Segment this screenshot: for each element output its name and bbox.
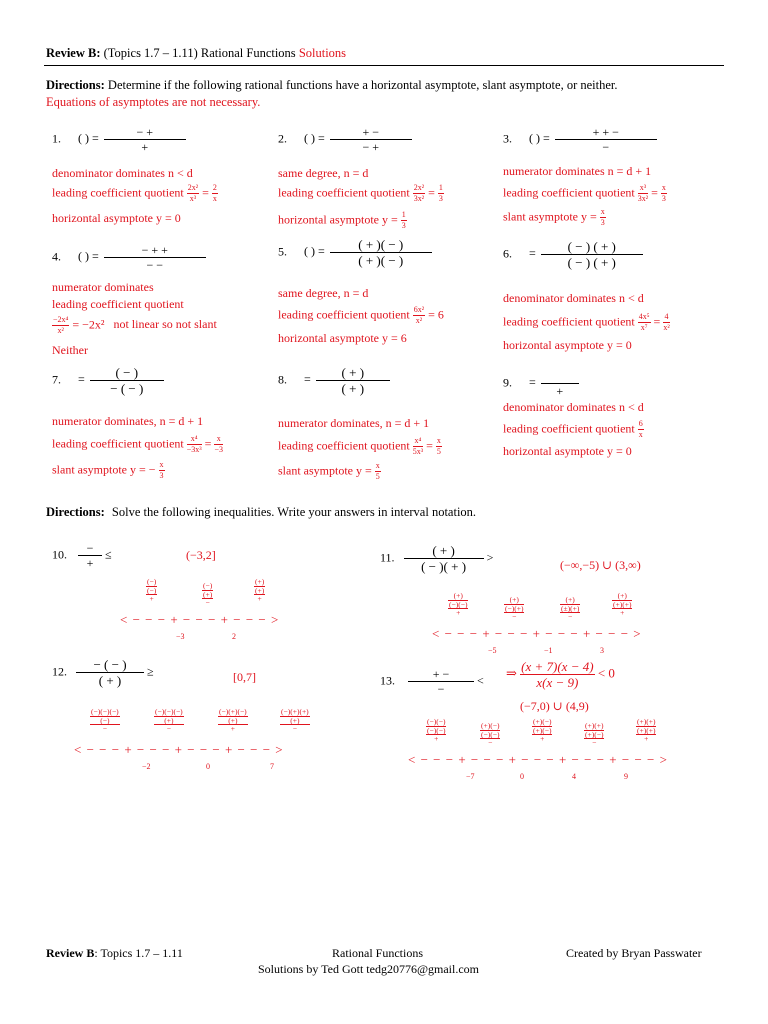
inequality-13-rewrite — [506, 660, 615, 689]
directions-1-note: Equations of asymptotes are not necessary. — [46, 95, 261, 109]
page-header — [46, 46, 346, 61]
problem-3-numerator: + + − — [555, 126, 657, 140]
problem-2-simplified-den: 3 — [438, 194, 443, 203]
problem-6-lhs: = — [529, 246, 536, 261]
inequality-11 — [380, 544, 493, 573]
sign-box: (+)(−) (+)(−) + — [533, 717, 552, 743]
problem-5-quotient — [413, 306, 425, 325]
inequality-11-expression — [404, 544, 484, 573]
critical-point: 9 — [624, 772, 628, 781]
problem-8-sa-den: 5 — [375, 472, 380, 481]
inequality-13-rewrite-den: x(x − 9) — [536, 675, 579, 690]
problem-9-lhs: = — [529, 375, 536, 390]
problem-7-sa-num: x — [159, 460, 164, 469]
problem-9-expression — [541, 370, 579, 397]
problem-4-denominator: − − — [146, 258, 164, 272]
number-line: < − − − + − − − + − − − + − − − > — [74, 742, 284, 757]
inequality-10-expression — [78, 542, 102, 569]
problem-5-number: 5. — [278, 244, 287, 259]
problem-1-lcq-label: leading coefficient quotient — [52, 185, 184, 200]
problem-2-numerator: + − — [330, 126, 412, 140]
inequality-12-expression — [76, 658, 144, 687]
review-label: Review B: — [46, 46, 101, 60]
sign-box: (−)(−) (−)(−) + — [427, 717, 446, 743]
problem-2-expression — [330, 126, 412, 153]
problem-3-lhs: ( ) = — [529, 131, 550, 146]
critical-point: −5 — [488, 646, 497, 655]
problem-2-lhs: ( ) = — [304, 131, 325, 146]
directions-1 — [46, 78, 618, 93]
inequality-13-answer: (−7,0) ∪ (4,9) — [520, 699, 589, 713]
problem-9-number: 9. — [503, 375, 512, 390]
problem-8-line-2 — [278, 437, 442, 456]
problem-7 — [52, 366, 164, 395]
problem-4-line-1: numerator dominates — [52, 280, 154, 294]
problem-4-equals: = −2x² — [72, 317, 105, 332]
problem-7-simplified-den: −3 — [214, 445, 223, 454]
problem-2-quotient-num: 2x² — [413, 183, 425, 192]
sign-box: (−)(−)(−) (+) − — [155, 707, 183, 733]
problem-1-lhs: ( ) = — [78, 131, 99, 146]
problem-5-quotient-num: 6x² — [413, 305, 425, 314]
problem-8-line-1: numerator dominates, n = d + 1 — [278, 416, 430, 430]
problem-3-line-2 — [503, 184, 667, 203]
problem-3-quotient-num: x³ — [639, 183, 647, 192]
problem-5-expression — [330, 238, 432, 267]
inequality-13-numerator: + − — [408, 668, 474, 682]
problem-6-simplified-den: x² — [663, 323, 670, 332]
problem-7-quotient — [187, 435, 202, 454]
problem-7-line-1: numerator dominates, n = d + 1 — [52, 414, 204, 428]
footer-left — [46, 946, 183, 961]
problem-8-line-3 — [278, 462, 381, 481]
problem-8-number: 8. — [278, 372, 287, 387]
inequality-12-answer: [0,7] — [233, 670, 256, 684]
header-rule — [44, 65, 724, 66]
problem-2-denominator: − + — [362, 140, 380, 154]
problem-3-expression — [555, 126, 657, 153]
footer-center: Rational Functions — [332, 946, 423, 960]
problem-9-line-2 — [503, 420, 644, 439]
problem-5-line-2 — [278, 306, 444, 325]
problem-3-sa-value — [600, 208, 606, 227]
inequality-10-relation: ≤ — [105, 547, 112, 562]
problem-7-sa-den: 3 — [159, 471, 164, 480]
problem-6-numerator: ( − ) ( + ) — [541, 240, 643, 255]
problem-3-quotient — [638, 184, 648, 203]
problem-3-sa-num: x — [600, 207, 605, 216]
problem-4-quotient — [52, 316, 69, 335]
inequality-11-denominator: ( − )( + ) — [421, 559, 467, 574]
problem-4-line-2: leading coefficient quotient — [52, 297, 184, 311]
problem-6-number: 6. — [503, 246, 512, 261]
inequality-13-expression — [408, 668, 474, 695]
problem-3-line-3 — [503, 208, 606, 227]
sign-box: (−)(+)(+) (+) − — [281, 707, 309, 733]
sign-box: (+) (+) + — [255, 577, 265, 603]
problem-8-numerator: ( + ) — [316, 366, 390, 381]
problem-3-denominator: − — [602, 140, 610, 154]
problem-2-quotient-den: 3x² — [413, 194, 425, 203]
problem-1-line-1: denominator dominates n < d — [52, 166, 193, 180]
critical-point: −3 — [176, 632, 185, 641]
problem-3-simplified-den: 3 — [661, 194, 666, 203]
header-topics: (Topics 1.7 – 1.11) Rational Functions — [103, 46, 296, 60]
number-line: < − − − + − − − + − − − > — [120, 612, 280, 627]
sign-box: (+) (−)(−) + — [449, 591, 468, 617]
problem-9-quotient-den: x — [638, 430, 643, 439]
inequality-11-sign-chart — [432, 592, 672, 656]
critical-point: 0 — [206, 762, 210, 771]
inequality-10 — [52, 542, 112, 569]
problem-5-lhs: ( ) = — [304, 244, 325, 259]
problem-6-quotient-den: x⁷ — [640, 323, 648, 332]
problem-2-ha-label: horizontal asymptote y = — [278, 212, 398, 227]
sign-box: (+) (+)(+) + — [613, 591, 632, 617]
problem-1-simplified-num: 2 — [212, 183, 217, 192]
problem-8-simplified — [436, 437, 442, 456]
problem-9-quotient — [638, 420, 644, 439]
problem-6-expression — [541, 240, 643, 269]
inequality-13-rewrite-relation: < 0 — [597, 665, 615, 681]
problem-5-line-1: same degree, n = d — [278, 286, 369, 300]
problem-3-equals: = — [651, 185, 658, 200]
sign-box: (+)(−) (−)(−) − — [481, 721, 500, 747]
inequality-10-sign-chart — [120, 578, 300, 640]
problem-2 — [278, 126, 412, 153]
problem-9 — [503, 370, 579, 397]
critical-point: 4 — [572, 772, 576, 781]
problem-7-line-2 — [52, 435, 223, 454]
problem-1 — [52, 126, 186, 153]
problem-3 — [503, 126, 657, 153]
sign-box: (−) (−) + — [147, 577, 157, 603]
number-line: < − − − + − − − + − − − + − − − > — [432, 626, 642, 641]
problem-9-quotient-num: 6 — [638, 419, 643, 428]
number-line: < − − − + − − − + − − − + − − − + − − − > — [408, 752, 668, 767]
footer-review-label: Review B — [46, 946, 95, 960]
problem-4-expression — [104, 244, 206, 271]
inequality-11-numerator: ( + ) — [404, 544, 484, 559]
problem-5 — [278, 238, 432, 267]
problem-4-numerator: − + + — [104, 244, 206, 258]
problem-7-denominator: − ( − ) — [110, 381, 144, 396]
problem-4-number: 4. — [52, 249, 61, 264]
critical-point: −2 — [142, 762, 151, 771]
problem-6-denominator: ( − ) ( + ) — [567, 255, 616, 270]
problem-1-quotient — [187, 184, 199, 203]
sign-box: (+) (−)(+) − — [505, 595, 524, 621]
directions-1-label: Directions: — [46, 78, 105, 92]
problem-8-sa-num: x — [375, 461, 380, 470]
problem-7-sa-label: slant asymptote y = − — [52, 462, 156, 477]
problem-2-simplified — [438, 184, 444, 203]
problem-7-lhs: = — [78, 372, 85, 387]
problem-8-equals: = — [426, 438, 433, 453]
inequality-11-answer: (−∞,−5) ∪ (3,∞) — [560, 558, 641, 572]
inequality-12-numerator: − ( − ) — [76, 658, 144, 673]
sign-box: (+)(+) (+)(−) − — [585, 721, 604, 747]
problem-3-simplified — [661, 184, 667, 203]
problem-8-expression — [316, 366, 390, 395]
problem-9-line-3: horizontal asymptote y = 0 — [503, 444, 632, 458]
problem-4-lhs: ( ) = — [78, 249, 99, 264]
arrow-icon: ⇒ — [506, 665, 517, 681]
problem-5-numerator: ( + )( − ) — [330, 238, 432, 253]
problem-9-line-1: denominator dominates n < d — [503, 400, 644, 414]
problem-2-ha-den: 3 — [401, 221, 406, 230]
problem-6 — [503, 240, 643, 269]
problem-7-sa-value — [159, 461, 165, 480]
inequality-12-denominator: ( + ) — [98, 673, 122, 688]
problem-7-numerator: ( − ) — [90, 366, 164, 381]
problem-6-lcq-label: leading coefficient quotient — [503, 314, 635, 329]
critical-point: 3 — [600, 646, 604, 655]
problem-3-sa-den: 3 — [600, 218, 605, 227]
problem-1-equals: = — [202, 185, 209, 200]
problem-8-denominator: ( + ) — [341, 381, 365, 396]
inequality-12-number: 12. — [52, 664, 67, 679]
problem-6-simplified — [663, 313, 669, 332]
inequality-10-denominator: + — [86, 556, 94, 570]
problem-7-expression — [90, 366, 164, 395]
inequality-10-number: 10. — [52, 547, 67, 562]
problem-1-quotient-den: x³ — [189, 194, 197, 203]
directions-1-text: Determine if the following rational functions have a horizontal asymptote, slant asymptote, or neither. — [107, 78, 618, 92]
problem-1-number: 1. — [52, 131, 61, 146]
inequality-13-relation: < — [477, 673, 484, 688]
problem-6-line-1: denominator dominates n < d — [503, 291, 644, 305]
problem-6-line-3: horizontal asymptote y = 0 — [503, 338, 632, 352]
problem-1-denominator: + — [141, 140, 149, 154]
critical-point: −7 — [466, 772, 475, 781]
problem-8-simplified-num: x — [436, 436, 441, 445]
problem-7-equals: = — [204, 436, 212, 451]
problem-3-lcq-label: leading coefficient quotient — [503, 185, 635, 200]
problem-1-quotient-num: 2x² — [187, 183, 199, 192]
problem-4 — [52, 244, 206, 271]
footer-right: Created by Bryan Passwater — [566, 946, 702, 960]
problem-7-simplified — [214, 435, 223, 454]
problem-4-not-slant: not linear so not slant — [113, 317, 217, 332]
problem-1-simplified-den: x — [212, 194, 217, 203]
inequality-12-sign-chart — [74, 708, 344, 772]
problem-5-quotient-den: x² — [415, 316, 423, 325]
inequality-10-answer: (−3,2] — [186, 548, 216, 562]
sign-box: (+)(+) (+)(+) + — [637, 717, 656, 743]
problem-3-sa-label: slant asymptote y = — [503, 209, 597, 224]
problem-1-line-2 — [52, 184, 218, 203]
problem-1-line-3: horizontal asymptote y = 0 — [52, 211, 181, 225]
problem-8-quotient-num: x⁴ — [414, 436, 422, 445]
problem-5-equals: = 6 — [428, 307, 444, 322]
problem-2-ha-num: 1 — [401, 210, 406, 219]
problem-2-line-1: same degree, n = d — [278, 166, 369, 180]
inequality-13-rewrite-num: (x + 7)(x − 4) — [521, 659, 594, 674]
problem-8-lcq-label: leading coefficient quotient — [278, 438, 410, 453]
problem-3-quotient-den: 3x² — [637, 194, 649, 203]
problem-6-quotient — [638, 313, 651, 332]
header-solutions: Solutions — [298, 46, 347, 60]
problem-8-sa-value — [375, 462, 381, 481]
critical-point: −1 — [544, 646, 553, 655]
problem-8-lhs: = — [304, 372, 311, 387]
problem-7-quotient-den: −3x³ — [186, 445, 202, 454]
problem-6-quotient-num: 4x⁵ — [638, 312, 650, 321]
directions-2-text: Solve the following inequalities. Write your answers in interval notation. — [111, 505, 477, 519]
problem-2-simplified-num: 1 — [438, 183, 443, 192]
inequality-13-sign-chart — [408, 718, 708, 782]
problem-2-line-3 — [278, 211, 407, 230]
problem-5-denominator: ( + )( − ) — [358, 253, 404, 268]
sign-box: (−) (+) − — [203, 581, 213, 607]
problem-4-quotient-num: −2x⁴ — [53, 315, 69, 324]
problem-1-numerator: − + — [104, 126, 186, 140]
problem-3-simplified-num: x — [661, 183, 666, 192]
footer-solutions-by: Solutions by Ted Gott tedg20776@gmail.com — [258, 962, 479, 976]
problem-1-simplified — [212, 184, 218, 203]
directions-2-label: Directions: — [46, 505, 105, 519]
inequality-13-number: 13. — [380, 673, 395, 688]
problem-9-lcq-label: leading coefficient quotient — [503, 421, 635, 436]
problem-3-number: 3. — [503, 131, 512, 146]
problem-7-number: 7. — [52, 372, 61, 387]
problem-4-line-3 — [52, 316, 217, 335]
problem-7-quotient-num: x⁴ — [187, 435, 202, 445]
inequality-10-numerator: − — [78, 542, 102, 556]
critical-point: 0 — [520, 772, 524, 781]
problem-8-sa-label: slant asymptote y = — [278, 463, 372, 478]
problem-1-expression — [104, 126, 186, 153]
critical-point: 2 — [232, 632, 236, 641]
problem-9-denominator: + — [556, 384, 564, 398]
problem-7-line-3 — [52, 461, 165, 480]
inequality-11-number: 11. — [380, 550, 395, 565]
problem-5-line-3: horizontal asymptote y = 6 — [278, 331, 407, 345]
problem-2-equals: = — [428, 185, 435, 200]
problem-8-quotient — [413, 437, 423, 456]
problem-7-lcq-label: leading coefficient quotient — [52, 436, 184, 451]
inequality-12-relation: ≥ — [147, 664, 154, 679]
problem-6-line-2 — [503, 313, 670, 332]
inequality-13-rewrite-fraction — [520, 660, 594, 689]
problem-5-lcq-label: leading coefficient quotient — [278, 307, 410, 322]
problem-6-simplified-num: 4 — [664, 312, 669, 321]
inequality-13 — [380, 668, 484, 695]
problem-4-quotient-den: x² — [57, 326, 64, 335]
sign-box: (+) (±)(+) − — [561, 595, 580, 621]
problem-4-line-4: Neither — [52, 343, 88, 357]
problem-2-ha-value — [401, 211, 407, 230]
problem-7-simplified-num: x — [214, 435, 223, 445]
problem-8-quotient-den: 5x³ — [412, 447, 424, 456]
inequality-13-denominator: − — [437, 682, 445, 696]
critical-point: 7 — [270, 762, 274, 771]
problem-9-numerator — [541, 370, 579, 384]
problem-2-line-2 — [278, 184, 444, 203]
problem-8 — [278, 366, 390, 395]
inequality-11-relation: > — [486, 550, 494, 565]
problem-8-simplified-den: 5 — [436, 447, 441, 456]
problem-2-number: 2. — [278, 131, 287, 146]
problem-3-line-1: numerator dominates n = d + 1 — [503, 164, 652, 178]
footer-topics: : Topics 1.7 – 1.11 — [94, 946, 183, 960]
sign-box: (−)(+)(−) (+) + — [219, 707, 247, 733]
directions-2 — [46, 505, 476, 520]
problem-6-equals: = — [653, 314, 661, 329]
problem-2-quotient — [413, 184, 425, 203]
inequality-12 — [52, 658, 154, 687]
problem-2-lcq-label: leading coefficient quotient — [278, 185, 410, 200]
sign-box: (−)(−)(−) (−) − — [91, 707, 119, 733]
